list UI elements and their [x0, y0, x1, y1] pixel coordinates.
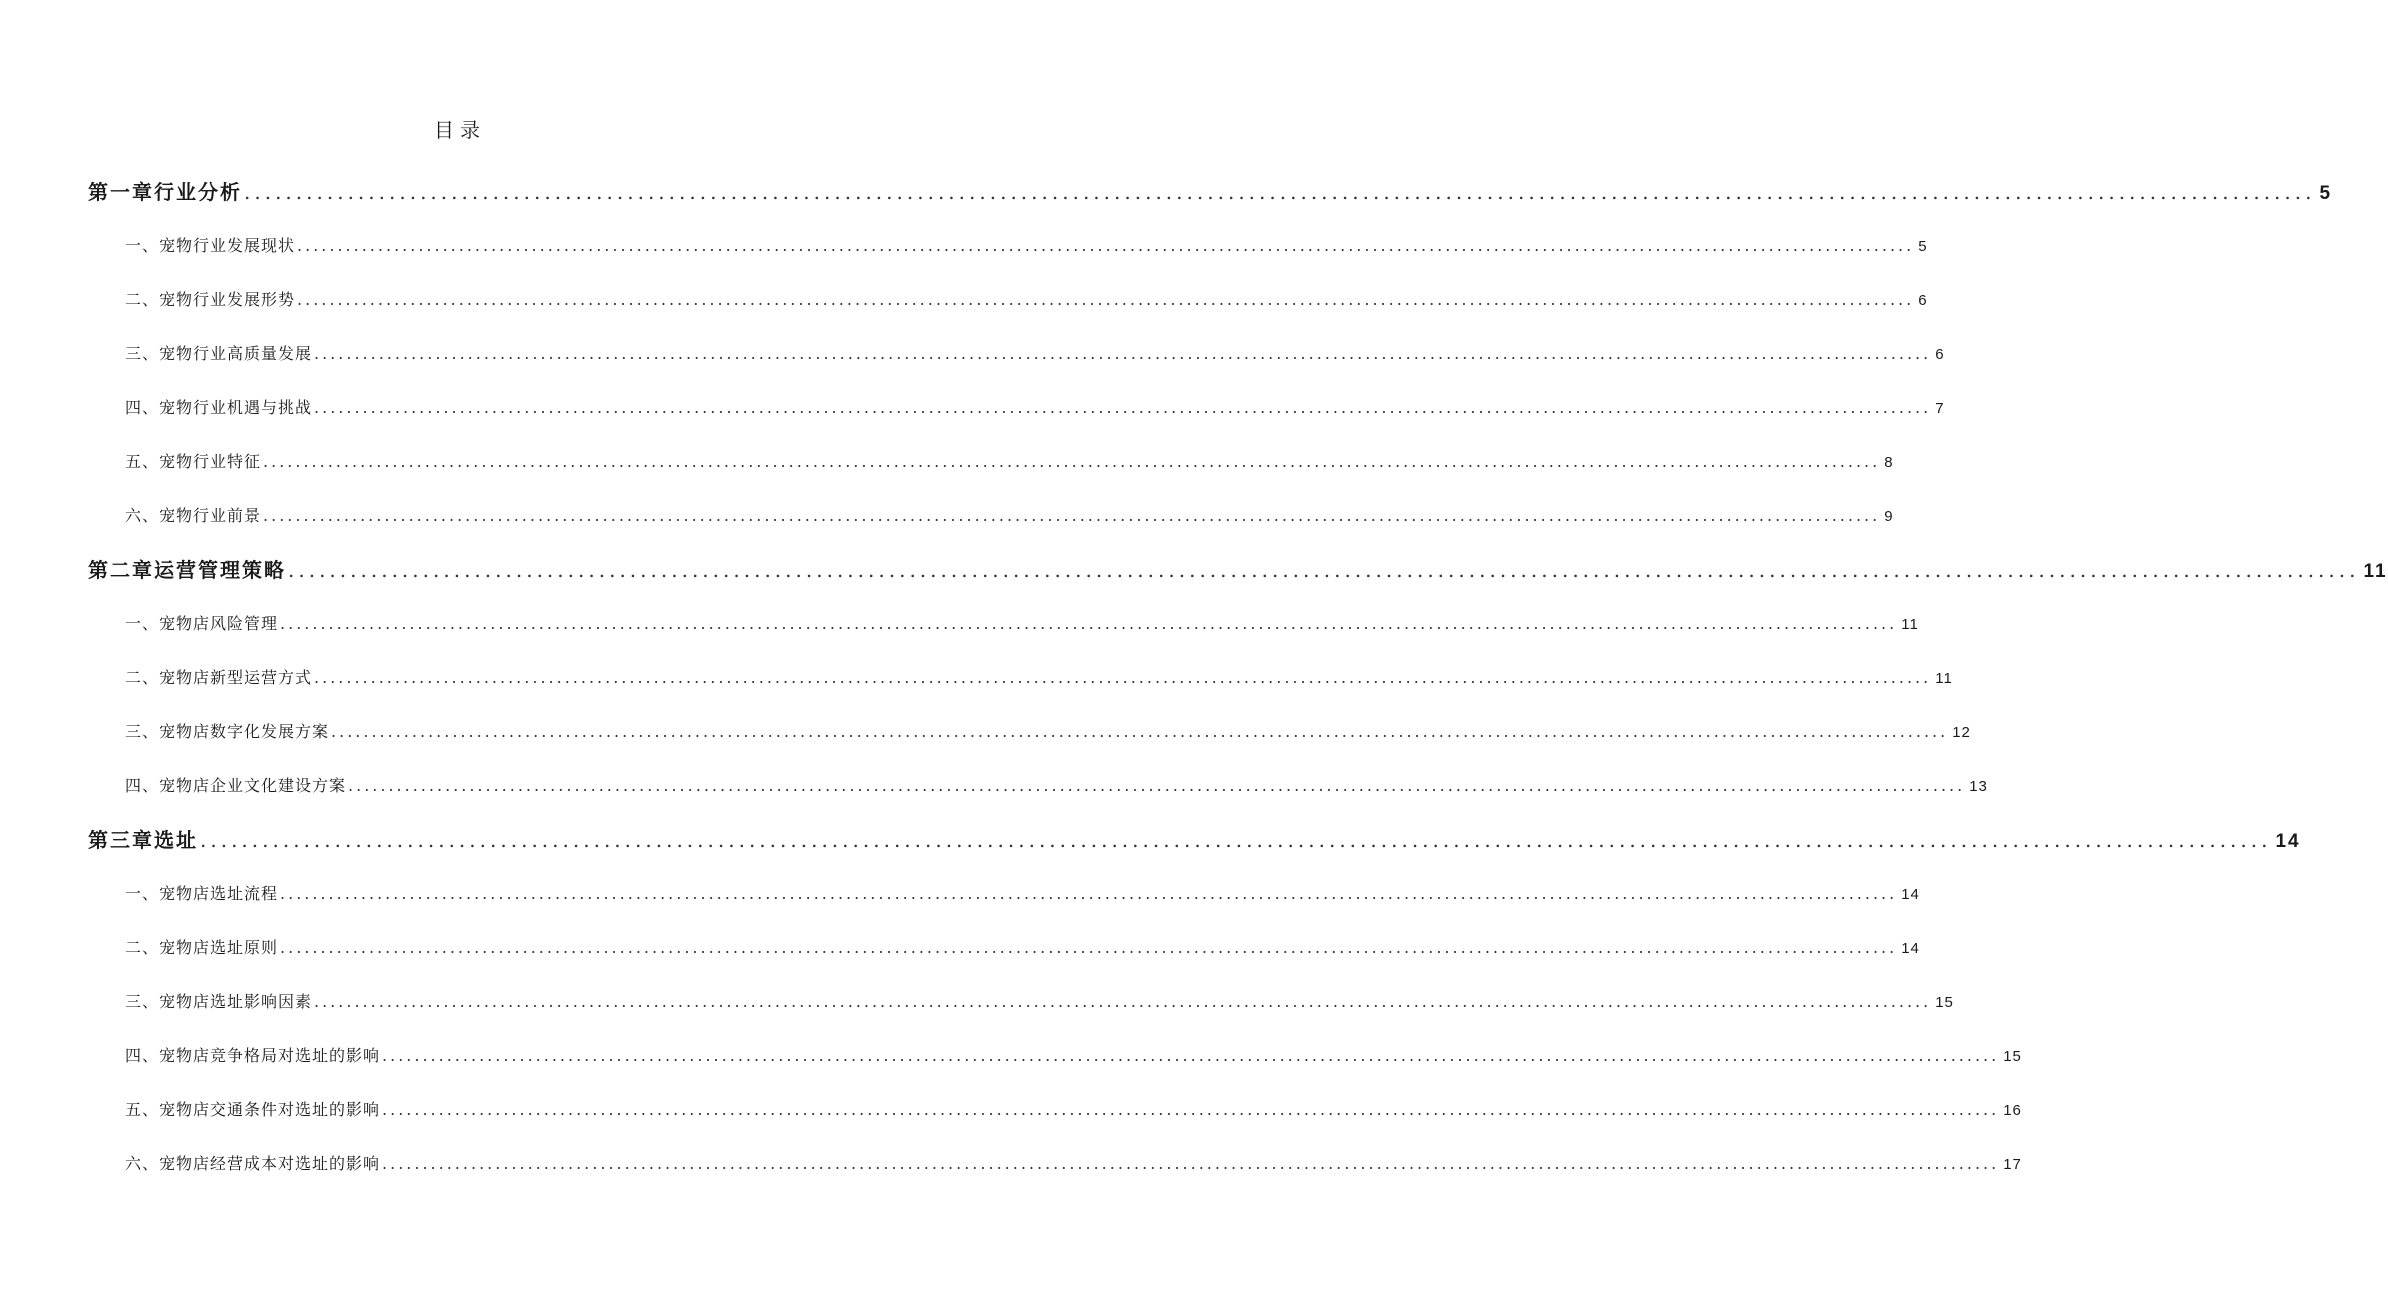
toc-entry-number: 三、 [125, 722, 160, 741]
table-of-contents [88, 165, 2388, 1191]
toc-dot-leader: ........................................................................................................................................................................................................ [297, 290, 1915, 309]
toc-entry-number: 五、 [125, 452, 160, 471]
toc-entry-number: 二、 [125, 938, 160, 957]
toc-page-number: 15 [2003, 1048, 2022, 1065]
toc-dot-leader: ........................................................................................................................................................................................................ [331, 722, 1949, 741]
toc-entry-number: 六、 [125, 506, 160, 525]
toc-entry-number: 一、 [125, 884, 160, 903]
toc-entry-label: 宠物店风险管理 [159, 614, 279, 633]
toc-dot-leader: ........................................................................................................................................................................................................ [382, 1154, 2000, 1173]
toc-section-entry[interactable] [88, 867, 1920, 921]
toc-entry-number: 四、 [125, 398, 160, 417]
toc-entry-label: 宠物店企业文化建设方案 [159, 776, 347, 795]
toc-section-entry[interactable] [88, 273, 1928, 327]
toc-page-number: 14 [2275, 831, 2301, 852]
toc-entry-label: 宠物店交通条件对选址的影响 [159, 1100, 381, 1119]
toc-section-entry[interactable] [88, 1137, 2022, 1191]
toc-entry-number: 三、 [125, 992, 160, 1011]
toc-entry-label: 宠物店数字化发展方案 [159, 722, 330, 741]
toc-page-number: 6 [1935, 346, 1945, 363]
toc-dot-leader: ........................................................................................................................................................................................................ [280, 614, 1898, 633]
toc-dot-leader: ........................................................................................................................................................................................................ [280, 938, 1898, 957]
toc-section-entry[interactable] [88, 921, 1920, 975]
toc-entry-label: 宠物店选址原则 [159, 938, 279, 957]
toc-entry-label: 宠物店竞争格局对选址的影响 [159, 1046, 381, 1065]
toc-entry-label: 第二章运营管理策略 [88, 558, 286, 582]
toc-page-number: 11 [1935, 670, 1953, 687]
toc-section-entry[interactable] [88, 489, 1894, 543]
toc-dot-leader: ........................................................................................................................................................................................................ [263, 452, 1881, 471]
toc-entry-label: 宠物行业特征 [159, 452, 262, 471]
toc-entry-label: 宠物店选址影响因素 [159, 992, 313, 1011]
toc-entry-number: 五、 [125, 1100, 160, 1119]
toc-entry-label: 宠物行业高质量发展 [159, 344, 313, 363]
toc-dot-leader: ........................................................................................................................................................................................................ [263, 506, 1881, 525]
toc-entry-number: 二、 [125, 668, 160, 687]
toc-entry-label: 宠物店经营成本对选址的影响 [159, 1154, 381, 1173]
toc-dot-leader: ........................................................................................................................................................................................................ [314, 398, 1932, 417]
toc-section-entry[interactable] [88, 1083, 2022, 1137]
toc-entry-number: 一、 [125, 236, 160, 255]
toc-entry-label: 宠物行业发展现状 [159, 236, 296, 255]
toc-dot-leader: ........................................................................................................................................................................................................ [280, 884, 1898, 903]
toc-page-number: 17 [2003, 1156, 2022, 1173]
toc-page-number: 11 [2363, 561, 2388, 582]
toc-dot-leader: ........................................................................................................................................................................................................ [314, 992, 1932, 1011]
toc-chapter-entry[interactable] [88, 165, 2333, 219]
toc-entry-label: 宠物行业前景 [159, 506, 262, 525]
toc-entry-number: 六、 [125, 1154, 160, 1173]
toc-page-number: 12 [1952, 724, 1971, 741]
toc-dot-leader: ........................................................................................................................................................................................................ [314, 668, 1932, 687]
toc-section-entry[interactable] [88, 219, 1928, 273]
toc-title: 目录 [434, 118, 486, 142]
toc-section-entry[interactable] [88, 381, 1945, 435]
toc-entry-number: 一、 [125, 614, 160, 633]
toc-section-entry[interactable] [88, 1029, 2022, 1083]
toc-page-number: 16 [2003, 1102, 2022, 1119]
toc-section-entry[interactable] [88, 705, 1971, 759]
toc-dot-leader: ........................................................................................................................................................................................................ [314, 344, 1932, 363]
toc-section-entry[interactable] [88, 975, 1954, 1029]
toc-chapter-entry[interactable] [88, 543, 2388, 597]
toc-entry-number: 四、 [125, 1046, 160, 1065]
toc-entry-number: 三、 [125, 344, 160, 363]
toc-chapter-entry[interactable] [88, 813, 2301, 867]
toc-dot-leader: ........................................................................................................................................................................................................ [200, 828, 2272, 852]
toc-page-number: 6 [1918, 292, 1928, 309]
toc-dot-leader: ........................................................................................................................................................................................................ [348, 776, 1966, 795]
toc-entry-label: 第一章行业分析 [88, 180, 242, 204]
toc-section-entry[interactable] [88, 651, 1953, 705]
toc-page-number: 9 [1884, 508, 1894, 525]
toc-page-number: 8 [1884, 454, 1894, 471]
toc-page-number: 7 [1935, 400, 1945, 417]
toc-page-number: 5 [2319, 183, 2333, 204]
toc-page-number: 11 [1901, 616, 1919, 633]
toc-dot-leader: ........................................................................................................................................................................................................ [288, 558, 2360, 582]
toc-entry-label: 宠物店选址流程 [159, 884, 279, 903]
toc-entry-number: 二、 [125, 290, 160, 309]
toc-page-number: 15 [1935, 994, 1954, 1011]
toc-entry-number: 四、 [125, 776, 160, 795]
toc-entry-label: 第三章选址 [88, 828, 198, 852]
toc-page-number: 5 [1918, 238, 1928, 255]
toc-page-number: 14 [1901, 940, 1920, 957]
toc-section-entry[interactable] [88, 327, 1945, 381]
toc-entry-label: 宠物店新型运营方式 [159, 668, 313, 687]
toc-entry-label: 宠物行业发展形势 [159, 290, 296, 309]
toc-dot-leader: ........................................................................................................................................................................................................ [244, 180, 2316, 204]
toc-section-entry[interactable] [88, 597, 1919, 651]
toc-dot-leader: ........................................................................................................................................................................................................ [297, 236, 1915, 255]
toc-dot-leader: ........................................................................................................................................................................................................ [382, 1046, 2000, 1065]
toc-page-number: 13 [1969, 778, 1988, 795]
toc-dot-leader: ........................................................................................................................................................................................................ [382, 1100, 2000, 1119]
toc-page-number: 14 [1901, 886, 1920, 903]
toc-section-entry[interactable] [88, 435, 1894, 489]
toc-section-entry[interactable] [88, 759, 1988, 813]
toc-entry-label: 宠物行业机遇与挑战 [159, 398, 313, 417]
